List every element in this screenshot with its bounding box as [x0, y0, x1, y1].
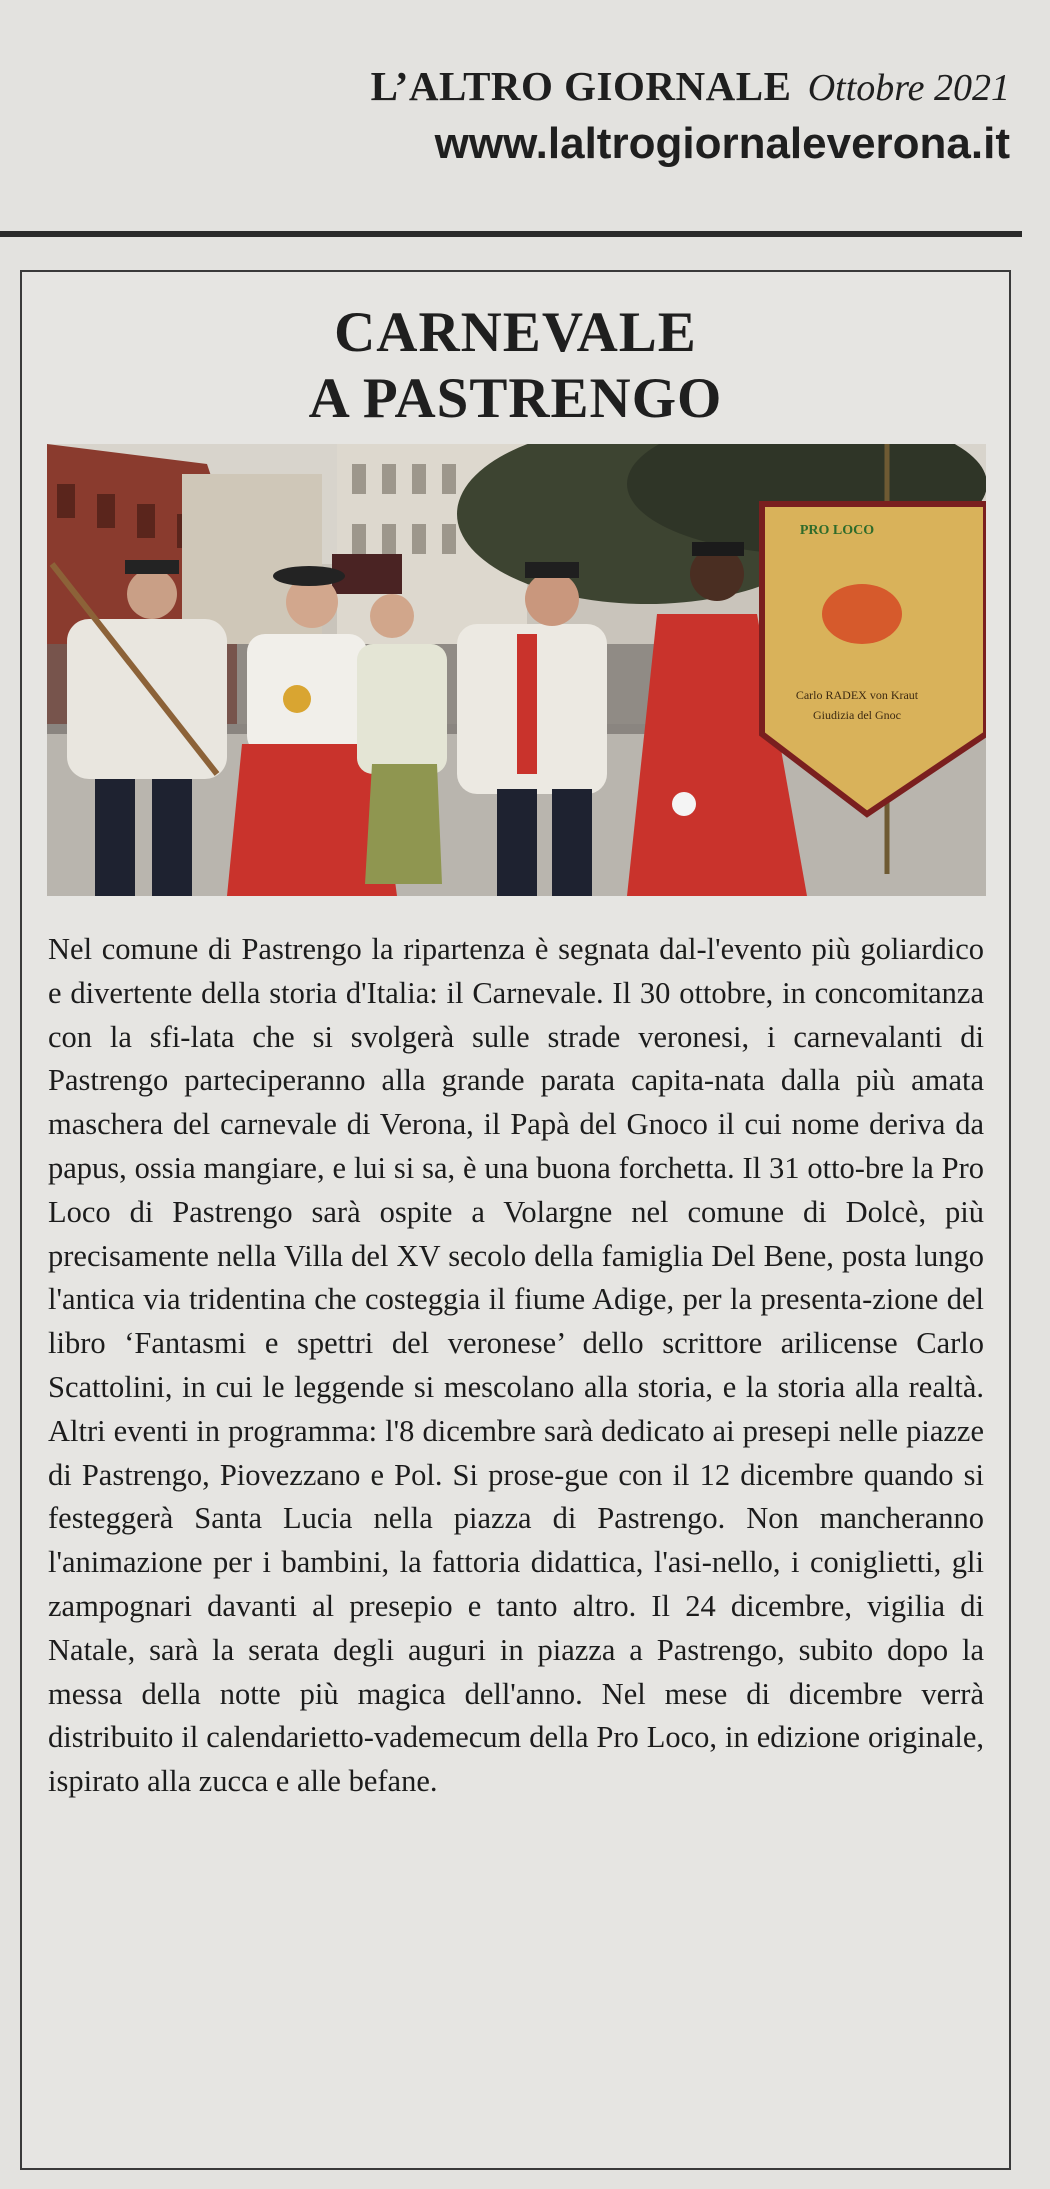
banner-heading: PRO LOCO	[799, 523, 875, 538]
article-body: Nel comune di Pastrengo la ripartenza è segnata dal-l'evento più goliardico e divertente della storia d'Italia: il Carnevale. Il 30 ottobre, in concomitanza con la sfi-lata che si svolgerà sulle strade veronesi, i carnevalanti di Pastrengo parteciperanno alla grande parata capita-nata dalla più amata maschera del carnevale di Verona, il Papà del Gnoco il cui nome deriva da papus, ossia mangiare, e lui si sa, è una buona forchetta. Il 31 otto-bre la Pro Loco di Pastrengo sarà ospite a Volargne nel comune di Dolcè, più precisamente nella Villa del XV secolo della famiglia Del Bene, posta lungo l'antica via tridentina che costeggia il fiume Adige, per la presenta-zione del libro ‘Fantasmi e spettri del veronese’ dello scrittore arilicense Carlo Scattolini, in cui le leggende si mescolano alla storia, e la storia alla realtà. Altri eventi in programma: l'8 dicembre sarà dedicato ai presepi nelle piazze di Pastrengo, Piovezzano e Pol. Si prose-gue con il 12 dicembre quando si festeggerà Santa Lucia nella piazza di Pastrengo. Non mancheranno l'animazione per i bambini, la fattoria didattica, l'asi-nello, i coniglietti, gli zampognari davanti al presepio e tanto altro. Il 24 dicembre, vigilia di Natale, sarà la serata degli auguri in piazza a Pastrengo, subito dopo la messa della notte più magica dell'anno. Nel mese di dicembre verrà distribuito il calendarietto-vademecum della Pro Loco, in edizione originale, ispirato alla zucca e alle befane.	[48, 932, 984, 1799]
article-photo	[47, 444, 986, 896]
headline-line-1: CARNEVALE	[334, 301, 697, 364]
masthead-divider	[0, 231, 1022, 237]
newspaper-name: L’ALTRO GIORNALE	[370, 63, 792, 109]
headline-line-2: A PASTRENGO	[308, 367, 723, 430]
banner-name: Carlo RADEX von Kraut	[795, 688, 919, 702]
masthead	[371, 62, 1010, 172]
issue-date: Ottobre 2021	[807, 67, 1010, 109]
carnival-parade-photo	[47, 444, 986, 896]
website-url[interactable]: www.laltrogiornaleverona.it	[434, 119, 1010, 168]
article-box	[20, 270, 1011, 2170]
banner-title: Giudizia del Gnoc	[813, 708, 901, 722]
masthead-title-line	[371, 62, 1010, 112]
article-headline	[22, 300, 1009, 432]
